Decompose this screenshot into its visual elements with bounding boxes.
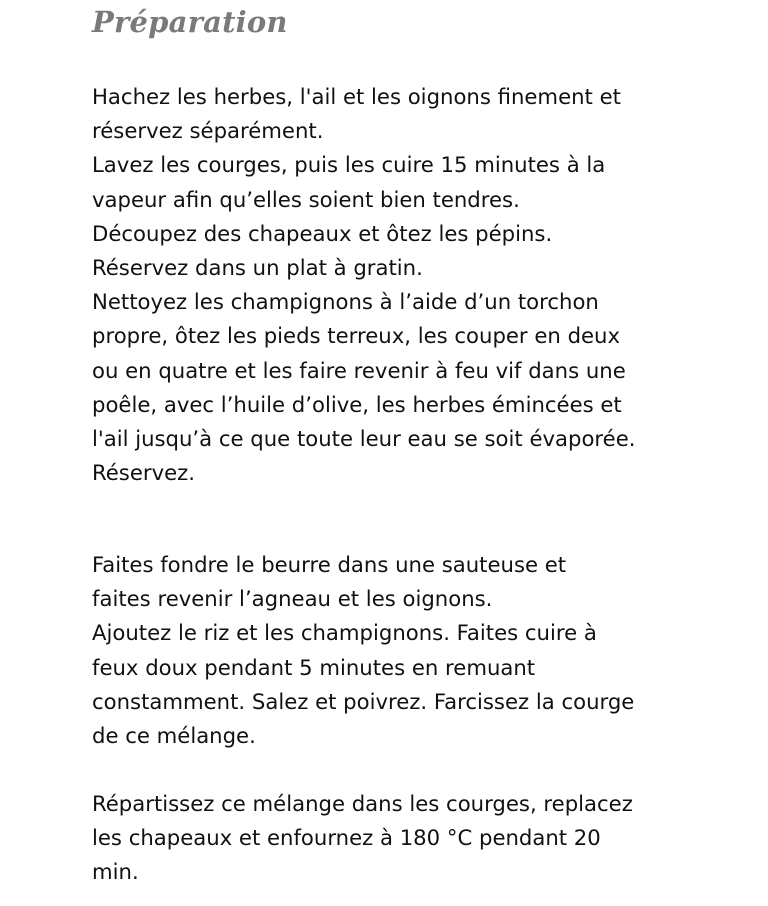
- text-line: réservez séparément.: [92, 118, 324, 144]
- paragraph-stuffing: [92, 548, 634, 753]
- section-title: Préparation: [92, 5, 288, 39]
- text-line: ou en quatre et les faire revenir à feu vif dans une: [92, 357, 626, 383]
- text-line: Répartissez ce mélange dans les courges, replacez: [92, 791, 633, 816]
- text-line: constamment. Salez et poivrez. Farcissez la courge: [92, 688, 635, 714]
- text-line: Hachez les herbes, l'ail et les oignons finement et: [92, 84, 621, 109]
- text-line: Découpez des chapeaux et ôtez les pépins.: [92, 220, 553, 246]
- text-line: vapeur afin qu’elles soient bien tendres.: [92, 186, 520, 212]
- text-line: propre, ôtez les pieds terreux, les couper en deux: [92, 323, 621, 349]
- paragraph-baking: [92, 787, 633, 890]
- text-line: Ajoutez le riz et les champignons. Faites cuire à: [92, 620, 597, 646]
- text-line: Nettoyez les champignons à l’aide d’un torchon: [92, 289, 599, 315]
- text-line: feux doux pendant 5 minutes en remuant: [92, 654, 536, 680]
- paragraph-vegetables: [92, 80, 635, 490]
- text-line: Réservez.: [92, 460, 196, 486]
- text-line: poêle, avec l’huile d’olive, les herbes émincées et: [92, 391, 622, 417]
- text-line: de ce mélange.: [92, 723, 256, 749]
- recipe-page: [92, 0, 692, 885]
- text-line: l'ail jusqu’à ce que toute leur eau se soit évaporée.: [92, 426, 636, 452]
- text-line: faites revenir l’agneau et les oignons.: [92, 586, 493, 612]
- text-line: Faites fondre le beurre dans une sauteuse et: [92, 552, 567, 577]
- text-line: Réservez dans un plat à gratin.: [92, 255, 423, 281]
- text-line: Lavez les courges, puis les cuire 15 minutes à la: [92, 152, 606, 178]
- text-line: min.: [92, 859, 139, 885]
- text-line: les chapeaux et enfournez à 180 °C pendant 20: [92, 825, 601, 851]
